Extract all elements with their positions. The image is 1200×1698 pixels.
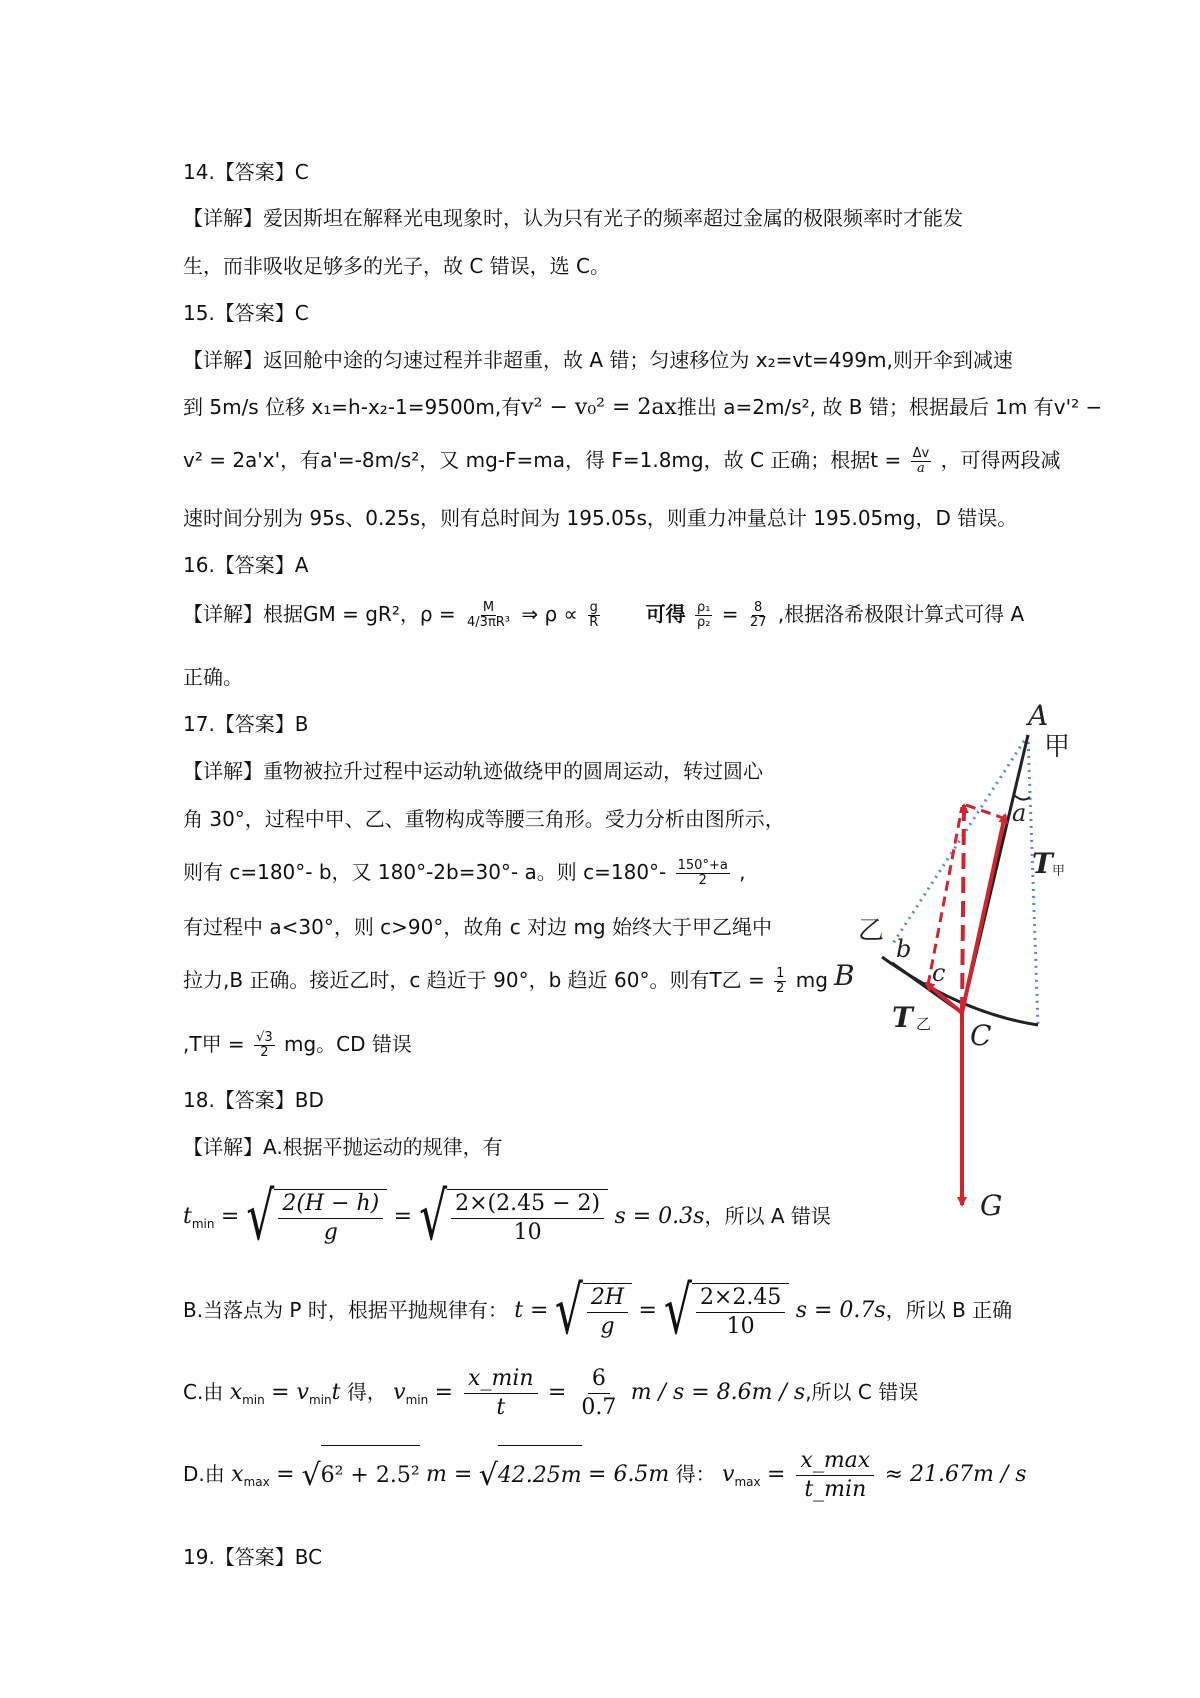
q17-half-fraction: $\frac{1}{2}$ [776,966,785,996]
q14-detail-line1: 【详解】爱因斯坦在解释光电现象时，认为只有光子的频率超过金属的极限频率时才能发 [183,206,963,230]
label-angle-b: b [896,935,912,963]
label-t-jia-sub: 甲 [1052,864,1066,879]
q16-density-fraction: $\frac{M}{\text{4/3πR³}}$ [467,600,511,630]
parallel-dashed-line-top [966,805,1006,819]
q17-l6a: ,T甲 = [183,1032,245,1056]
label-point-a: A [1028,699,1049,732]
q18-a-sqrt2: √ $\frac{2\times(2.45 - 2)}{10}$ [419,1189,608,1247]
q16-rho-ratio-fraction: $\frac{\text{ρ₁}}{\text{ρ₂}}$ [696,600,711,630]
q15-detail-line3 [183,446,1061,476]
q15-l3b: ，可得两段减 [940,448,1061,472]
q17-root3-fraction: $\frac{√3}{2}$ [256,1030,273,1060]
q16-ratio-value-fraction: $\frac{8}{27}$ [749,600,767,630]
label-jia: 甲 [1044,732,1071,762]
q14-detail-line2: 生，而非吸收足够多的光子，故 C 错误，选 C。 [183,254,611,278]
q17-detail-line2: 角 30°，过程中甲、乙、重物构成等腰三角形。受力分析由图所示， [183,807,785,831]
q18-c-frac2: $\frac{6}{0.7}$ [581,1366,617,1420]
q16-detail-line2: 正确。 [183,665,243,689]
q18-d-sqrt2: √ 42.25m [479,1445,582,1506]
q16-l1a: 【详解】根据GM = gR²，ρ = [183,602,456,626]
label-point-c: C [970,1019,992,1052]
q18-b-sqrt2: √ $\frac{2\times 2.45}{10}$ [664,1283,789,1341]
q14-answer: 14.【答案】C [183,160,309,184]
q17-detail-line1: 【详解】重物被拉升过程中运动轨迹做绕甲的圆周运动，转过圆心 [183,759,763,783]
q15-dv-fraction: $\frac{\Delta v}{a}$ [912,446,930,476]
label-gravity-g: G [980,1189,1003,1222]
q16-g-over-r-fraction: $\frac{g}{R}$ [589,600,599,630]
resultant-tension-arrow [962,805,964,1013]
q16-detail-line1 [183,600,1024,630]
q18-d-frac: $\frac{x\_\max}{t\_\min}$ [796,1447,874,1504]
q16-l1b: ⇒ ρ ∝ [521,602,578,626]
q17-detail-line5 [183,966,828,996]
q17-detail-line6 [183,1030,412,1060]
q18-formula-b: B.当落点为 P 时，根据平抛规律有： t = √ $\frac{2H}{g}$ = √ $\frac{2\times 2.45}{10}$ s = 0.7s，所以 B 正确 [183,1272,1013,1349]
q15-l2-eq: v² − v₀² = 2ax [521,395,677,420]
q17-detail-line4: 有过程中 a<30°，则 c>90°，故角 c 对边 mg 始终大于甲乙绳中 [183,915,772,939]
force-diagram [820,695,1071,1225]
q15-answer: 15.【答案】C [183,301,309,325]
q17-l3a: 则有 c=180°- b，又 180°-2b=30°- a。则 c=180°- [183,860,667,884]
q18-formula-c: C.由 $x_{min} = v_{min}t$ 得， $v_{min}$ = $\frac{x\_\min}{t}$ = $\frac{6}{0.7}$ m / s = 8.6m / s,所以 C 错误 [183,1366,919,1420]
q15-l3a: v² = 2a'x'，有a'=-8m/s²，又 mg-F=ma，得 F=1.8mg，故 C 正确；根据t = [183,448,902,472]
tension-yi-arrow [926,983,962,1013]
dotted-line-a-to-b [892,735,1028,945]
q18-formula-a: $t_{min}$ = √ $\frac{2(H - h)}{g}$ = √ $\frac{2\times(2.45 - 2)}{10}$ s = 0.3s，所以 A 错误 [183,1178,831,1255]
q17-detail-line3 [183,858,746,888]
q18-detail-line1: 【详解】A.根据平抛运动的规律，有 [183,1135,503,1159]
q15-l2a: 到 5m/s 位移 x₁=h-x₂-1=9500m,有 [183,395,522,419]
q16-l1e: ,根据洛希极限计算式可得 A [777,602,1025,626]
q15-detail-line1: 【详解】返回舱中途的匀速过程并非超重，故 A 错；匀速移位为 x₂=vt=499m,则开伞到减速 [183,348,1013,372]
q17-angle-fraction: $\frac{150^\circ+a}{2}$ [677,858,728,888]
q16-l1c: 可得 [645,602,686,626]
tension-jia-arrow [962,815,1005,1013]
label-t-jia: T [1032,847,1053,880]
q17-l6b: mg。CD 错误 [283,1032,412,1056]
label-t-yi: T [892,1001,913,1034]
label-t-yi-sub: 乙 [916,1015,932,1033]
label-point-b: B [834,959,855,992]
q16-l1d: = [721,602,739,626]
label-alpha: a [1012,799,1027,827]
q16-answer: 16.【答案】A [183,553,309,577]
dotted-line-a-vertical [1028,735,1038,1025]
q18-a-sqrt1: √ $\frac{2(H - h)}{g}$ [246,1189,387,1247]
q18-b-sqrt1: √ $\frac{2H}{g}$ [555,1283,632,1341]
q15-l2b: 推出 a=2m/s², 故 B 错；根据最后 1m 有v'² − [676,395,1103,419]
q17-answer: 17.【答案】B [183,712,309,736]
q19-answer: 19.【答案】BC [183,1545,323,1569]
label-yi: 乙 [858,916,885,946]
q18-formula-d: D.由 $x_{max}$ = √ 6² + 2.5² m = √ 42.25m = 6.5m 得： $v_{max}$ = $\frac{x\_\max}{t\_\min}$ ≈ 21.67m / s [183,1444,1027,1514]
q17-l5b: mg [795,968,828,992]
q15-detail-line2 [183,393,1102,422]
q18-c-frac1: $\frac{x\_\min}{t}$ [464,1365,537,1422]
q17-l5a: 拉力,B 正确。接近乙时，c 趋近于 90°，b 趋近 60°。则有T乙 = [183,968,765,992]
q15-detail-line4: 速时间分别为 95s、0.25s，则有总时间为 195.05s，则重力冲量总计 195.05mg，D 错误。 [183,506,1018,530]
q18-answer: 18.【答案】BD [183,1088,324,1112]
label-angle-c: c [932,959,946,987]
q18-d-sqrt1: √ 6² + 2.5² [302,1445,420,1506]
q17-l3b: , [739,860,746,884]
